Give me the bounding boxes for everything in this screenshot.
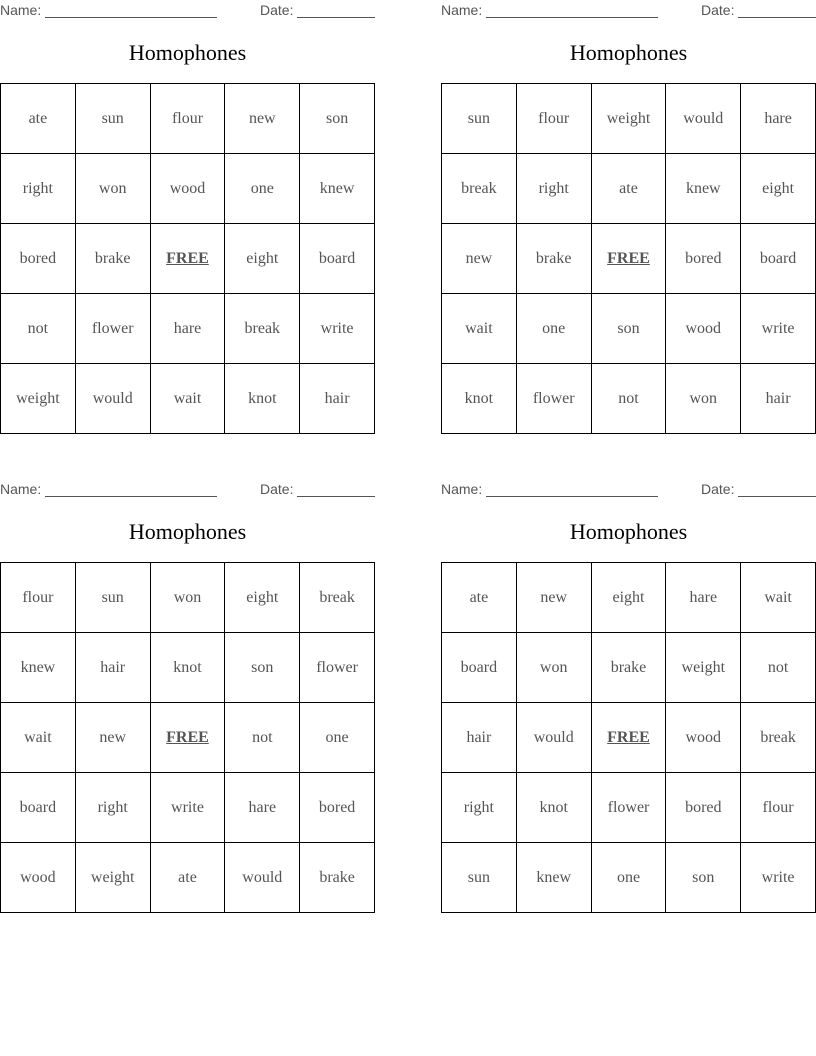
word-cell: new bbox=[225, 84, 300, 154]
grid-row bbox=[442, 154, 816, 224]
word-cell: knot bbox=[442, 364, 517, 434]
date-label: Date: bbox=[260, 2, 294, 18]
word-cell: not bbox=[1, 294, 76, 364]
word-cell: knot bbox=[516, 773, 591, 843]
word-cell: break bbox=[741, 703, 816, 773]
card-header bbox=[441, 481, 816, 499]
word-cell: one bbox=[300, 703, 375, 773]
word-cell: won bbox=[75, 154, 150, 224]
word-cell: eight bbox=[741, 154, 816, 224]
word-cell: board bbox=[1, 773, 76, 843]
word-cell: bored bbox=[1, 224, 76, 294]
word-cell: board bbox=[300, 224, 375, 294]
word-cell: new bbox=[442, 224, 517, 294]
word-cell: write bbox=[150, 773, 225, 843]
free-space-cell: FREE bbox=[150, 224, 225, 294]
word-cell: right bbox=[1, 154, 76, 224]
word-cell: sun bbox=[75, 84, 150, 154]
name-label: Name: bbox=[441, 2, 483, 18]
word-cell: won bbox=[150, 563, 225, 633]
word-cell: bored bbox=[666, 224, 741, 294]
date-label: Date: bbox=[701, 481, 735, 497]
word-cell: brake bbox=[591, 633, 666, 703]
word-cell: wood bbox=[666, 294, 741, 364]
free-space-cell: FREE bbox=[591, 224, 666, 294]
card-title: Homophones bbox=[128, 519, 247, 544]
word-cell: one bbox=[516, 294, 591, 364]
grid-row bbox=[1, 703, 375, 773]
word-cell: board bbox=[741, 224, 816, 294]
name-blank-line bbox=[45, 17, 217, 18]
grid-row bbox=[1, 84, 375, 154]
word-cell: board bbox=[442, 633, 517, 703]
word-cell: break bbox=[225, 294, 300, 364]
date-blank-line bbox=[297, 496, 375, 497]
name-label: Name: bbox=[0, 481, 42, 497]
grid-row bbox=[1, 633, 375, 703]
word-cell: new bbox=[516, 563, 591, 633]
word-cell: wait bbox=[150, 364, 225, 434]
word-cell: sun bbox=[442, 84, 517, 154]
word-cell: flower bbox=[591, 773, 666, 843]
bingo-grid bbox=[441, 562, 816, 913]
grid-row bbox=[442, 364, 816, 434]
word-cell: hare bbox=[225, 773, 300, 843]
word-cell: right bbox=[516, 154, 591, 224]
grid-row bbox=[442, 84, 816, 154]
bingo-card bbox=[441, 479, 816, 914]
word-cell: right bbox=[75, 773, 150, 843]
grid-row bbox=[1, 364, 375, 434]
word-cell: wood bbox=[666, 703, 741, 773]
word-cell: knew bbox=[300, 154, 375, 224]
word-cell: hair bbox=[442, 703, 517, 773]
name-blank-line bbox=[486, 496, 658, 497]
word-cell: would bbox=[225, 843, 300, 913]
free-space-cell: FREE bbox=[591, 703, 666, 773]
word-cell: hair bbox=[741, 364, 816, 434]
word-cell: eight bbox=[591, 563, 666, 633]
word-cell: flour bbox=[1, 563, 76, 633]
word-cell: break bbox=[442, 154, 517, 224]
bingo-grid bbox=[0, 83, 375, 434]
word-cell: weight bbox=[666, 633, 741, 703]
bingo-card bbox=[0, 0, 375, 435]
word-cell: write bbox=[300, 294, 375, 364]
word-cell: flour bbox=[741, 773, 816, 843]
word-cell: brake bbox=[300, 843, 375, 913]
word-cell: new bbox=[75, 703, 150, 773]
word-cell: wait bbox=[741, 563, 816, 633]
card-title: Homophones bbox=[128, 40, 247, 65]
name-blank-line bbox=[486, 17, 658, 18]
word-cell: eight bbox=[225, 563, 300, 633]
word-cell: would bbox=[666, 84, 741, 154]
word-cell: weight bbox=[1, 364, 76, 434]
word-cell: hair bbox=[300, 364, 375, 434]
card-header bbox=[0, 481, 375, 499]
grid-row bbox=[442, 294, 816, 364]
word-cell: son bbox=[666, 843, 741, 913]
word-cell: brake bbox=[516, 224, 591, 294]
word-cell: ate bbox=[591, 154, 666, 224]
word-cell: won bbox=[666, 364, 741, 434]
grid-row bbox=[1, 154, 375, 224]
word-cell: write bbox=[741, 294, 816, 364]
word-cell: ate bbox=[1, 84, 76, 154]
grid-row bbox=[442, 773, 816, 843]
grid-row bbox=[1, 294, 375, 364]
date-blank-line bbox=[738, 496, 816, 497]
word-cell: wood bbox=[1, 843, 76, 913]
word-cell: not bbox=[591, 364, 666, 434]
word-cell: write bbox=[741, 843, 816, 913]
card-header bbox=[0, 2, 375, 20]
word-cell: wood bbox=[150, 154, 225, 224]
date-label: Date: bbox=[260, 481, 294, 497]
grid-row bbox=[442, 703, 816, 773]
grid-row bbox=[1, 224, 375, 294]
word-cell: wait bbox=[442, 294, 517, 364]
word-cell: sun bbox=[442, 843, 517, 913]
word-cell: flour bbox=[150, 84, 225, 154]
word-cell: sun bbox=[75, 563, 150, 633]
free-space-cell: FREE bbox=[150, 703, 225, 773]
word-cell: one bbox=[225, 154, 300, 224]
word-cell: knew bbox=[516, 843, 591, 913]
card-title: Homophones bbox=[569, 519, 688, 544]
name-blank-line bbox=[45, 496, 217, 497]
grid-row bbox=[1, 773, 375, 843]
word-cell: hair bbox=[75, 633, 150, 703]
bingo-card bbox=[441, 0, 816, 435]
word-cell: flower bbox=[300, 633, 375, 703]
bingo-card bbox=[0, 479, 375, 914]
word-cell: flower bbox=[516, 364, 591, 434]
word-cell: won bbox=[516, 633, 591, 703]
grid-row bbox=[442, 843, 816, 913]
card-title: Homophones bbox=[569, 40, 688, 65]
word-cell: son bbox=[225, 633, 300, 703]
word-cell: knot bbox=[225, 364, 300, 434]
word-cell: flour bbox=[516, 84, 591, 154]
grid-row bbox=[442, 563, 816, 633]
word-cell: ate bbox=[442, 563, 517, 633]
bingo-grid bbox=[0, 562, 375, 913]
word-cell: weight bbox=[591, 84, 666, 154]
word-cell: bored bbox=[300, 773, 375, 843]
word-cell: hare bbox=[741, 84, 816, 154]
date-blank-line bbox=[738, 17, 816, 18]
grid-row bbox=[1, 843, 375, 913]
word-cell: eight bbox=[225, 224, 300, 294]
word-cell: ate bbox=[150, 843, 225, 913]
date-blank-line bbox=[297, 17, 375, 18]
word-cell: weight bbox=[75, 843, 150, 913]
name-label: Name: bbox=[0, 2, 42, 18]
grid-row bbox=[442, 633, 816, 703]
word-cell: one bbox=[591, 843, 666, 913]
grid-row bbox=[442, 224, 816, 294]
word-cell: not bbox=[225, 703, 300, 773]
word-cell: would bbox=[75, 364, 150, 434]
name-label: Name: bbox=[441, 481, 483, 497]
word-cell: flower bbox=[75, 294, 150, 364]
word-cell: knew bbox=[1, 633, 76, 703]
word-cell: not bbox=[741, 633, 816, 703]
word-cell: right bbox=[442, 773, 517, 843]
word-cell: knot bbox=[150, 633, 225, 703]
grid-row bbox=[1, 563, 375, 633]
date-label: Date: bbox=[701, 2, 735, 18]
card-header bbox=[441, 2, 816, 20]
word-cell: break bbox=[300, 563, 375, 633]
bingo-grid bbox=[441, 83, 816, 434]
word-cell: hare bbox=[150, 294, 225, 364]
word-cell: would bbox=[516, 703, 591, 773]
word-cell: hare bbox=[666, 563, 741, 633]
word-cell: son bbox=[591, 294, 666, 364]
word-cell: knew bbox=[666, 154, 741, 224]
word-cell: bored bbox=[666, 773, 741, 843]
word-cell: wait bbox=[1, 703, 76, 773]
word-cell: brake bbox=[75, 224, 150, 294]
word-cell: son bbox=[300, 84, 375, 154]
